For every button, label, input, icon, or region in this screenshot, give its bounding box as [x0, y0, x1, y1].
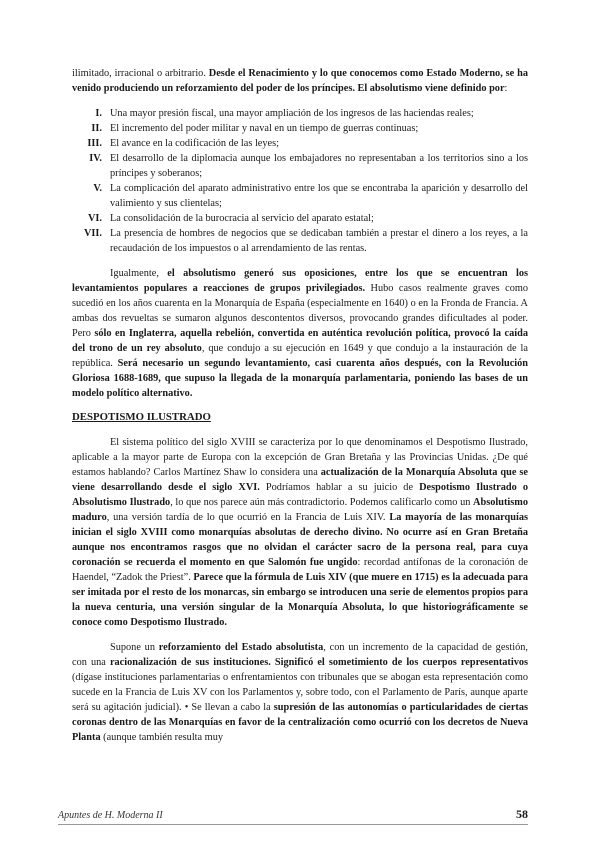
text-run: Hubo casos realmente graves como sucedió en los años cuarenta en la Monarquía de España (especialmente en 1640) o en la Fronda de Francia. A ambas dos revueltas se sumaron algunos descontentos diversos, provocando grandes dificultades al poder. Pero	[72, 283, 528, 339]
list-item	[72, 106, 528, 121]
page-body	[72, 66, 528, 745]
bold-run: Será necesario un segundo levantamiento, casi cuarenta años después, con la Revolución Gloriosa 1688-1689, que supuso la llegada de la monarquía parlamentaria, poniendo las bases de un modelo político alternativo.	[72, 358, 528, 399]
list-item	[72, 151, 528, 181]
list-number: I.	[95, 108, 102, 119]
bold-run: Despotismo Ilustrado o Absolutismo Ilustrado	[72, 482, 528, 508]
list-item	[72, 226, 528, 256]
footer-divider	[58, 824, 528, 825]
intro-bold: Desde el Renacimiento y lo que conocemos como Estado Moderno, se ha venido produciendo un reforzamiento del poder de los príncipes. El absolutismo viene definido por	[72, 68, 528, 94]
list-number: VI.	[87, 213, 102, 224]
opposition-paragraph	[72, 266, 528, 401]
bold-run: Parece que la fórmula de Luis XIV (que muere en 1715) es la adecuada para ser imitada por el resto de los monarcas, sin embargo se introducen una serie de elementos propios para la nueva centuria, una versión singular de la Monarquía Absoluta, lo que historiográficamente se conoce como Despotismo Ilustrado.	[72, 572, 528, 628]
absolutism-list	[72, 106, 528, 256]
list-text: Una mayor presión fiscal, una mayor ampliación de los ingresos de las haciendas reales;	[110, 108, 474, 119]
page-number: 58	[516, 807, 528, 821]
text-run: (dígase instituciones parlamentarias o enfrentamientos con tribunales que se abogan esta representación como sucede en la Francia de Luis XV con los Parlamentos y, sobre todo, con el Parlamento de París, aunque aparte será su agitación judicial). • Se llevan a cabo la	[72, 672, 528, 713]
text-run: (aunque también resulta muy	[100, 732, 223, 743]
section-heading: DESPOTISMO ILUSTRADO	[72, 411, 211, 423]
reinforcement-paragraph	[72, 640, 528, 745]
list-text: El avance en la codificación de las leyes;	[110, 138, 279, 149]
bold-run: sólo en Inglaterra, aquella rebelión, convertida en auténtica revolución política, provocó la caída del trono de un rey absoluto	[72, 328, 528, 354]
text-run: : recordad antífonas de la coronación de Haendel, “Zadok the Priest”.	[72, 557, 528, 583]
list-number: VII.	[83, 228, 102, 239]
spacer	[72, 630, 528, 640]
bold-run: supresión de las autonomías o particularidades de ciertas coronas dentro de las Monarquías en favor de la centralización como ocurrió con los decretos de Nueva Planta	[72, 702, 528, 743]
text-run: , una versión tardía de lo que ocurrió en la Francia de Luis XIV.	[106, 512, 390, 523]
bold-run: racionalización de sus instituciones. Significó el sometimiento de los cuerpos representativos	[109, 657, 528, 668]
footer-course-title: Apuntes de H. Moderna II	[58, 810, 163, 821]
text-run: Supone un	[110, 642, 159, 653]
list-item	[72, 181, 528, 211]
list-text: La complicación del aparato administrativo entre los que se encontraba la aparición y desarrollo del valimiento y sus clientelas;	[110, 183, 528, 209]
despotism-paragraph	[72, 435, 528, 630]
list-number: IV.	[89, 153, 102, 164]
list-item	[72, 121, 528, 136]
list-item	[72, 211, 528, 226]
text-run: Igualmente,	[110, 268, 168, 279]
bold-run: Absolutismo maduro	[72, 497, 528, 523]
list-number: V.	[93, 183, 102, 194]
list-text: El incremento del poder militar y naval en un tiempo de guerras continuas;	[110, 123, 419, 134]
bold-run: actualización de la Monarquía Absoluta que se viene desarrollando desde el siglo XVI.	[72, 467, 528, 493]
intro-paragraph	[72, 66, 528, 96]
text-run: El sistema político del siglo XVIII se caracteriza por lo que denominamos el Despotismo Ilustrado, aplicable a la mayor parte de Europa con la excepción de Gran Bretaña y las Provincias Unidas. ¿De qué estamos hablando? Carlos Martínez Shaw lo considera una	[72, 437, 528, 478]
text-run: , que condujo a su ejecución en 1649 y que condujo a la instauración de la república.	[72, 343, 528, 369]
intro-colon: :	[504, 83, 508, 94]
list-item	[72, 136, 528, 151]
list-number: II.	[91, 123, 102, 134]
text-run: , lo que nos parece aún más contradictorio. Podemos calificarlo como un	[170, 497, 474, 508]
text-run: Podríamos hablar a su juicio de	[259, 482, 420, 493]
spacer	[72, 401, 528, 411]
intro-text: ilimitado, irracional o arbitrario.	[72, 68, 209, 79]
list-text: El desarrollo de la diplomacia aunque los embajadores no representaban a los territorios sino a los príncipes y soberanos;	[110, 153, 528, 179]
list-number: III.	[87, 138, 102, 149]
bold-run: La mayoría de las monarquías inician el siglo XVIII como monarquías absolutas de derecho divino. No ocurre así en Gran Bretaña aunque nos encontramos rasgos que no olvidan el carácter sacro de la persona real, para cuya coronación se recuerda el momento en que Salomón fue ungido	[72, 512, 528, 568]
bold-run: reforzamiento del Estado absolutista	[158, 642, 324, 653]
text-run: , con un incremento de la capacidad de gestión, con una	[72, 642, 528, 668]
list-text: La consolidación de la burocracia al servicio del aparato estatal;	[110, 213, 374, 224]
bold-run: el absolutismo generó sus oposiciones, entre los que se encuentran los levantamientos populares a reacciones de grupos privilegiados.	[72, 268, 528, 294]
list-text: La presencia de hombres de negocios que se dedicaban también a prestar el dinero a los reyes, a la recaudación de los impuestos o al arrendamiento de las rentas.	[110, 228, 528, 254]
